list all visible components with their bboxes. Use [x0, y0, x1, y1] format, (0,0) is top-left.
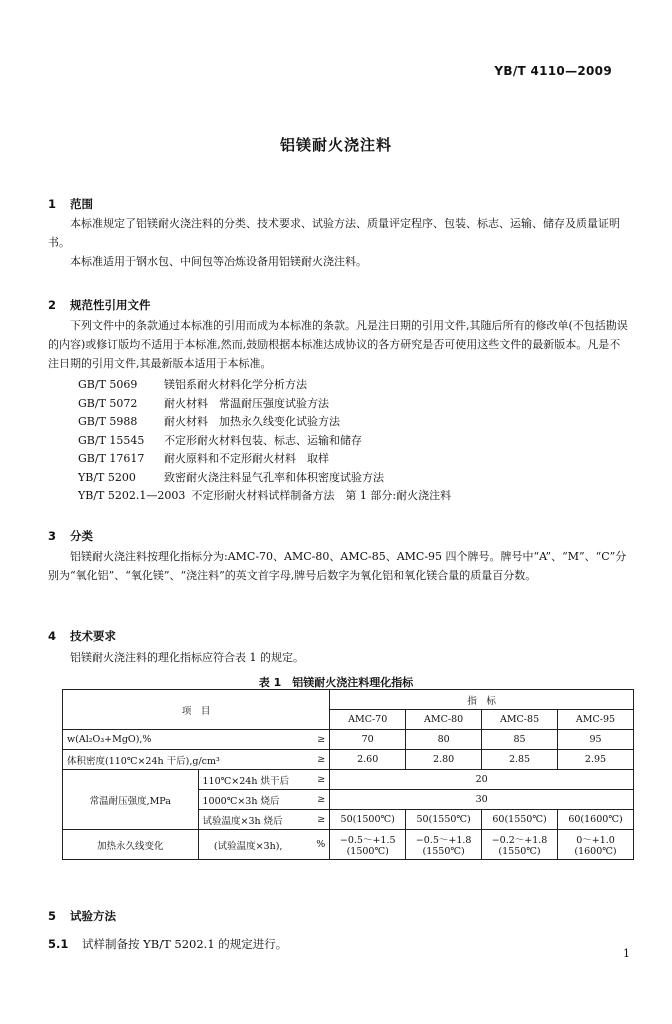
operator: ≥: [298, 730, 330, 750]
value-temperature: (1600℃): [574, 846, 617, 857]
reference-code: YB/T 5200: [78, 470, 136, 484]
section-number: 1: [48, 197, 57, 211]
reference-item: [78, 450, 451, 469]
section-4-body: [48, 648, 628, 667]
table-row: [63, 730, 634, 750]
table-row: [63, 770, 634, 790]
value-range: −0.5～+1.5: [339, 835, 396, 846]
reference-item: [78, 469, 451, 488]
table-cell: 50(1550℃): [406, 810, 482, 830]
section-3-body: [48, 547, 628, 585]
section-number: 3: [48, 529, 57, 543]
table-cell: 2.85: [482, 750, 558, 770]
table-cell: 60(1600℃): [558, 810, 634, 830]
table-caption: 表 1 铝镁耐火浇注料理化指标: [258, 676, 414, 689]
page-number: 1: [623, 947, 630, 960]
table-cell: 60(1550℃): [482, 810, 558, 830]
reference-item: [78, 432, 451, 451]
paragraph: 本标准规定了铝镁耐火浇注料的分类、技术要求、试验方法、质量评定程序、包装、标志、运输、储存及质量证明书。: [48, 217, 620, 249]
reference-item: [78, 487, 451, 506]
operator: ≥: [298, 750, 330, 770]
reference-title: 耐火材料 常温耐压强度试验方法: [164, 396, 329, 410]
section-number: 2: [48, 298, 57, 312]
table-cell: [406, 830, 482, 860]
section-title: 范围: [70, 197, 93, 211]
document-title: 铝镁耐火浇注料: [279, 136, 392, 154]
paragraph: 铝镁耐火浇注料的理化指标应符合表 1 的规定。: [70, 651, 304, 664]
section-5-heading: [48, 908, 116, 924]
reference-code: GB/T 5988: [78, 415, 138, 428]
table-cell: [558, 830, 634, 860]
header-item: 项 目: [63, 690, 330, 730]
section-title: 规范性引用文件: [70, 298, 151, 312]
section-number: 4: [48, 629, 57, 643]
value-range: −0.2～+1.8: [491, 835, 548, 846]
paragraph: 下列文件中的条款通过本标准的引用而成为本标准的条款。凡是注日期的引用文件,其随后所有的修改单(不包括勘误的内容)或修订版均不适用于本标准,然而,鼓励根据本标准达成协议的各方研究是否可使用这些文件的最新版本。凡是不注日期的引用文件,其最新版本适用于本标准。: [48, 319, 628, 370]
reference-title: 耐火材料 加热永久线变化试验方法: [164, 415, 340, 428]
row-label: 加热永久线变化: [63, 830, 199, 860]
reference-title: 不定形耐火材料包装、标志、运输和储存: [164, 433, 362, 447]
table-row: [63, 830, 634, 860]
reference-item: [78, 376, 451, 395]
condition-label: 110℃×24h 烘干后: [198, 770, 298, 790]
table-cell: 2.95: [558, 750, 634, 770]
table-cell: [482, 830, 558, 860]
table-cell: 2.60: [330, 750, 406, 770]
table-cell: 50(1500℃): [330, 810, 406, 830]
table-cell: 70: [330, 730, 406, 750]
section-1-heading: [48, 196, 93, 212]
header-index: 指 标: [330, 690, 634, 710]
reference-title: 致密耐火浇注料显气孔率和体积密度试验方法: [164, 470, 384, 484]
row-label: w(Al₂O₃+MgO),%: [63, 730, 298, 750]
reference-title: 镁铝系耐火材料化学分析方法: [164, 378, 307, 391]
section-title: 技术要求: [70, 629, 116, 643]
operator: ≥: [298, 770, 330, 790]
section-1-body: [48, 214, 628, 271]
properties-table: [62, 689, 634, 860]
table-cell: 80: [406, 730, 482, 750]
value-temperature: (1550℃): [498, 846, 541, 857]
table-cell: [330, 830, 406, 860]
table-cell: 95: [558, 730, 634, 750]
value-range: −0.5～+1.8: [415, 835, 472, 846]
reference-code: GB/T 15545: [78, 433, 145, 447]
unit-label: %: [298, 830, 330, 860]
reference-item: [78, 395, 451, 414]
grade-header: AMC-95: [558, 710, 634, 730]
condition-label: (试验温度×3h),: [198, 830, 298, 860]
value-range: 0～+1.0: [576, 835, 615, 846]
section-title: 试验方法: [70, 909, 116, 923]
condition-label: 1000℃×3h 烧后: [198, 790, 298, 810]
paragraph: 铝镁耐火浇注料按理化指标分为:AMC-70、AMC-80、AMC-85、AMC-95 四个牌号。牌号中“A”、“M”、“C”分别为“氧化铝”、“氧化镁”、“浇注料”的英文首字母,牌号后数字为氧化铝和氧化镁合量的质量百分数。: [48, 550, 627, 582]
grade-header: AMC-70: [330, 710, 406, 730]
table-cell: 85: [482, 730, 558, 750]
table-cell: 20: [330, 770, 634, 790]
table-header-row: [63, 690, 634, 710]
section-2-heading: [48, 297, 151, 313]
section-3-heading: [48, 528, 93, 544]
paragraph: 本标准适用于钢水包、中间包等冶炼设备用铝镁耐火浇注料。: [70, 255, 367, 268]
grade-header: AMC-80: [406, 710, 482, 730]
section-4-heading: [48, 628, 116, 644]
subsection-text: 试样制备按 YB/T 5202.1 的规定进行。: [82, 937, 288, 951]
table-row: [63, 750, 634, 770]
section-number: 5: [48, 909, 57, 923]
row-label: 常温耐压强度,MPa: [63, 770, 199, 830]
grade-header: AMC-85: [482, 710, 558, 730]
value-temperature: (1500℃): [346, 846, 389, 857]
operator: ≥: [298, 810, 330, 830]
subsection-5-1: [48, 936, 287, 952]
standard-number: YB/T 4110—2009: [494, 64, 612, 78]
operator: ≥: [298, 790, 330, 810]
reference-title: 耐火原料和不定形耐火材料 取样: [164, 452, 329, 465]
normative-references-list: [78, 376, 451, 506]
subsection-number: 5.1: [48, 937, 69, 951]
value-temperature: (1550℃): [422, 846, 465, 857]
table-cell: 2.80: [406, 750, 482, 770]
reference-code: GB/T 5069: [78, 378, 138, 391]
reference-code: YB/T 5202.1—2003: [78, 489, 186, 502]
condition-label: 试验温度×3h 烧后: [198, 810, 298, 830]
reference-code: GB/T 17617: [78, 452, 145, 465]
reference-code: GB/T 5072: [78, 396, 138, 410]
section-2-body: [48, 316, 628, 373]
section-title: 分类: [70, 529, 93, 543]
reference-item: [78, 413, 451, 432]
reference-title: 不定形耐火材料试样制备方法 第 1 部分:耐火浇注料: [191, 489, 452, 502]
table-cell: 30: [330, 790, 634, 810]
row-label: 体积密度(110℃×24h 干后),g/cm³: [63, 750, 298, 770]
